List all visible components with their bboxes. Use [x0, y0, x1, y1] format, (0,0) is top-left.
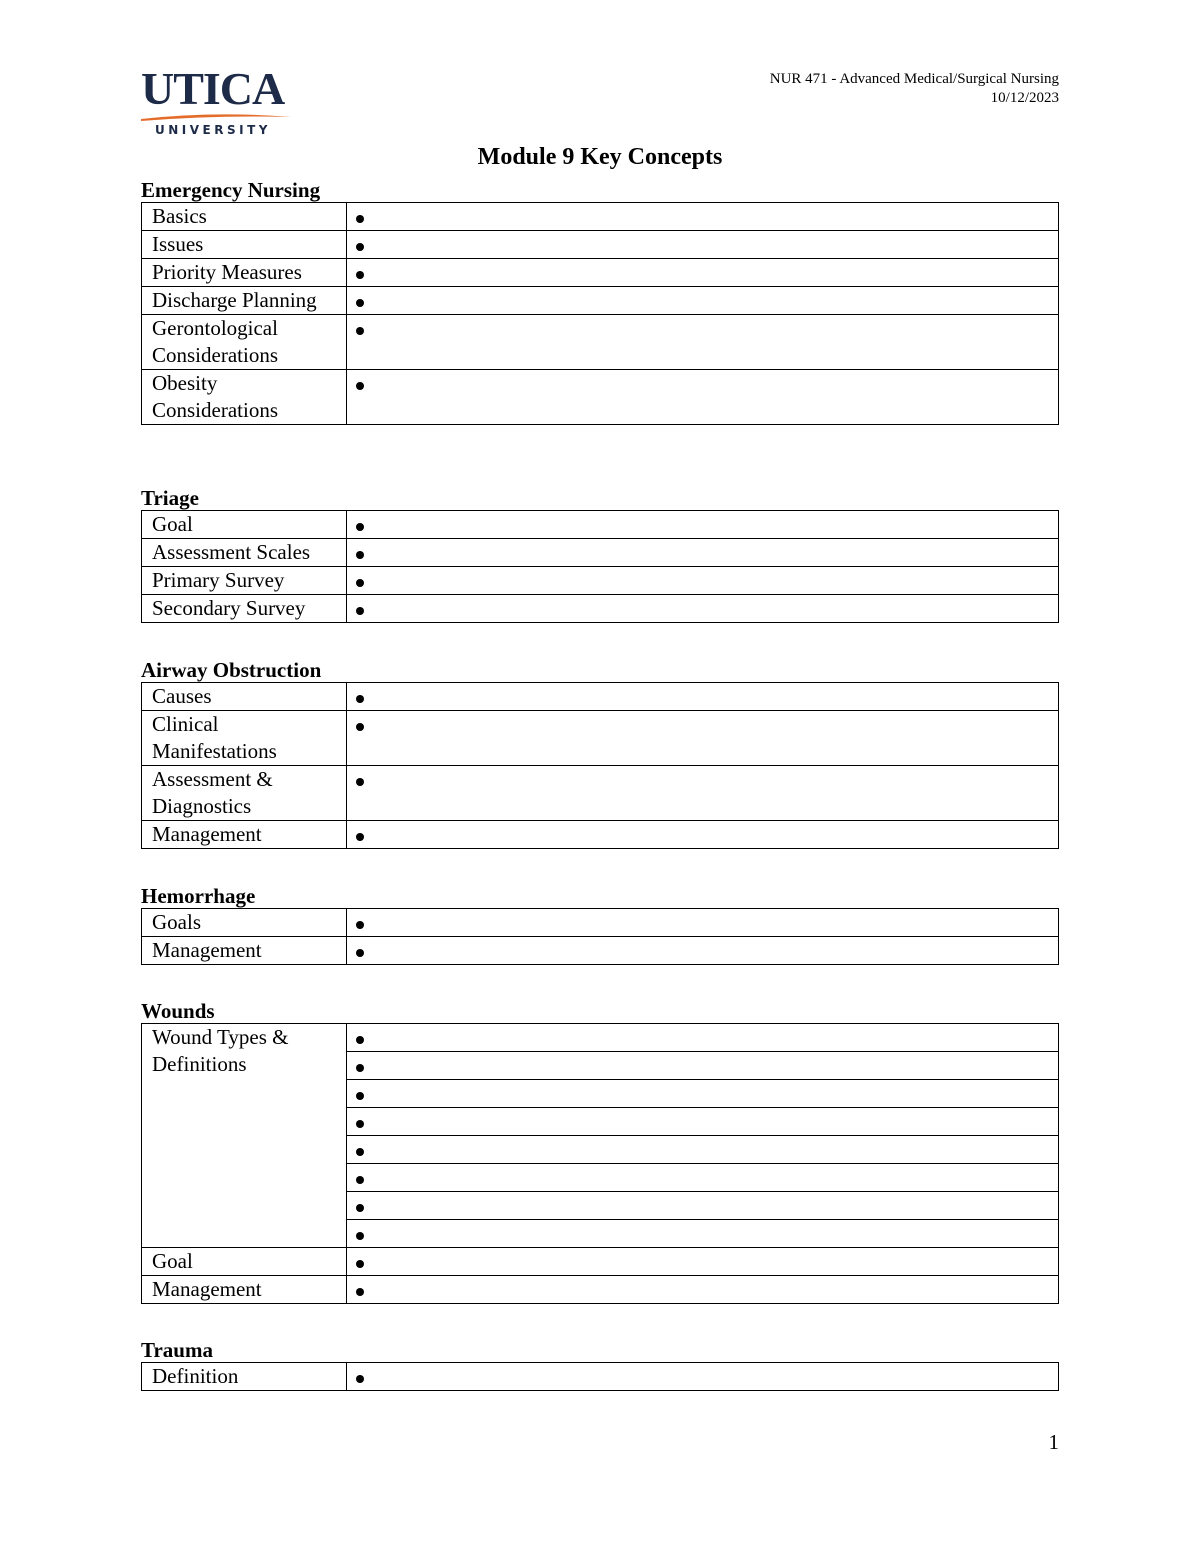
bullet-icon — [356, 523, 364, 531]
row-value[interactable] — [347, 567, 1059, 595]
table-row — [142, 1276, 1059, 1304]
table-row — [142, 203, 1059, 231]
row-value[interactable] — [347, 1052, 1059, 1080]
table-row — [142, 1363, 1059, 1391]
table-row — [142, 711, 1059, 766]
row-value[interactable] — [347, 1108, 1059, 1136]
table-row — [142, 683, 1059, 711]
row-value[interactable] — [347, 315, 1059, 370]
bullet-icon — [356, 1288, 364, 1296]
table-row — [142, 567, 1059, 595]
bullet-icon — [356, 579, 364, 587]
row-value[interactable] — [347, 909, 1059, 937]
row-value[interactable] — [347, 1164, 1059, 1192]
row-label: Issues — [142, 231, 347, 259]
row-value[interactable] — [347, 259, 1059, 287]
bullet-icon — [356, 1176, 364, 1184]
row-value[interactable] — [347, 1080, 1059, 1108]
table-row — [142, 937, 1059, 965]
bullet-icon — [356, 327, 364, 335]
section-emergency-nursing — [141, 178, 1059, 425]
table-row — [142, 370, 1059, 425]
section-hemorrhage — [141, 884, 1059, 965]
section-airway-obstruction — [141, 658, 1059, 849]
row-label: Wound Types & Definitions — [142, 1024, 347, 1248]
table-row — [142, 287, 1059, 315]
document-date: 10/12/2023 — [990, 90, 1059, 106]
section-wounds — [141, 999, 1059, 1304]
hemorrhage-table — [141, 908, 1059, 965]
utica-university-logo — [141, 63, 293, 137]
row-label: Goal — [142, 1248, 347, 1276]
table-row — [142, 821, 1059, 849]
table-row — [142, 315, 1059, 370]
bullet-icon — [356, 1120, 364, 1128]
row-label: Obesity Considerations — [142, 370, 347, 425]
row-label: Goals — [142, 909, 347, 937]
row-value[interactable] — [347, 821, 1059, 849]
row-label: Management — [142, 821, 347, 849]
row-label: Management — [142, 1276, 347, 1304]
page-number: 1 — [1048, 1430, 1059, 1454]
logo-subtitle: UNIVERSITY — [155, 123, 271, 137]
row-value[interactable] — [347, 1024, 1059, 1052]
bullet-icon — [356, 695, 364, 703]
bullet-icon — [356, 949, 364, 957]
row-value[interactable] — [347, 1276, 1059, 1304]
bullet-icon — [356, 551, 364, 559]
logo-swoosh-icon — [141, 113, 291, 121]
table-row — [142, 259, 1059, 287]
bullet-icon — [356, 1064, 364, 1072]
bullet-icon — [356, 215, 364, 223]
row-value[interactable] — [347, 370, 1059, 425]
course-name: NUR 471 - Advanced Medical/Surgical Nursing — [769, 71, 1059, 87]
row-value[interactable] — [347, 203, 1059, 231]
bullet-icon — [356, 271, 364, 279]
section-heading: Trauma — [141, 1338, 213, 1362]
airway-obstruction-table — [141, 682, 1059, 849]
table-row — [142, 231, 1059, 259]
row-value[interactable] — [347, 711, 1059, 766]
triage-table — [141, 510, 1059, 623]
table-row — [142, 766, 1059, 821]
row-value[interactable] — [347, 231, 1059, 259]
table-row — [142, 595, 1059, 623]
row-label: Primary Survey — [142, 567, 347, 595]
row-label: Causes — [142, 683, 347, 711]
row-value[interactable] — [347, 937, 1059, 965]
row-label: Assessment & Diagnostics — [142, 766, 347, 821]
row-label: Clinical Manifestations — [142, 711, 347, 766]
bullet-icon — [356, 607, 364, 615]
row-value[interactable] — [347, 287, 1059, 315]
section-heading: Emergency Nursing — [141, 178, 321, 202]
bullet-icon — [356, 1375, 364, 1383]
section-triage — [141, 486, 1059, 623]
bullet-icon — [356, 778, 364, 786]
table-row — [142, 1248, 1059, 1276]
row-label: Definition — [142, 1363, 347, 1391]
section-trauma — [141, 1338, 1059, 1391]
row-value[interactable] — [347, 1363, 1059, 1391]
table-row — [142, 1024, 1059, 1052]
bullet-icon — [356, 1148, 364, 1156]
table-row — [142, 511, 1059, 539]
wounds-table — [141, 1023, 1059, 1304]
bullet-icon — [356, 1260, 364, 1268]
row-label: Discharge Planning — [142, 287, 347, 315]
trauma-table — [141, 1362, 1059, 1391]
row-label: Gerontological Considerations — [142, 315, 347, 370]
row-label: Management — [142, 937, 347, 965]
section-heading: Triage — [141, 486, 199, 510]
bullet-icon — [356, 1232, 364, 1240]
logo-wordmark: UTICA — [141, 63, 285, 114]
row-value[interactable] — [347, 539, 1059, 567]
row-label: Assessment Scales — [142, 539, 347, 567]
row-label: Secondary Survey — [142, 595, 347, 623]
bullet-icon — [356, 921, 364, 929]
section-heading: Airway Obstruction — [141, 658, 322, 682]
bullet-icon — [356, 833, 364, 841]
bullet-icon — [356, 1092, 364, 1100]
row-value[interactable] — [347, 1220, 1059, 1248]
table-row — [142, 539, 1059, 567]
row-label: Priority Measures — [142, 259, 347, 287]
bullet-icon — [356, 1036, 364, 1044]
row-value[interactable] — [347, 766, 1059, 821]
row-value[interactable] — [347, 511, 1059, 539]
bullet-icon — [356, 723, 364, 731]
row-value[interactable] — [347, 683, 1059, 711]
row-label: Basics — [142, 203, 347, 231]
section-heading: Hemorrhage — [141, 884, 256, 908]
row-value[interactable] — [347, 595, 1059, 623]
table-row — [142, 909, 1059, 937]
page-title: Module 9 Key Concepts — [477, 144, 723, 170]
section-heading: Wounds — [141, 999, 215, 1023]
row-label: Goal — [142, 511, 347, 539]
bullet-icon — [356, 299, 364, 307]
row-value[interactable] — [347, 1248, 1059, 1276]
emergency-nursing-table — [141, 202, 1059, 425]
row-value[interactable] — [347, 1192, 1059, 1220]
bullet-icon — [356, 243, 364, 251]
bullet-icon — [356, 1204, 364, 1212]
bullet-icon — [356, 382, 364, 390]
row-value[interactable] — [347, 1136, 1059, 1164]
document-header — [770, 70, 1059, 108]
